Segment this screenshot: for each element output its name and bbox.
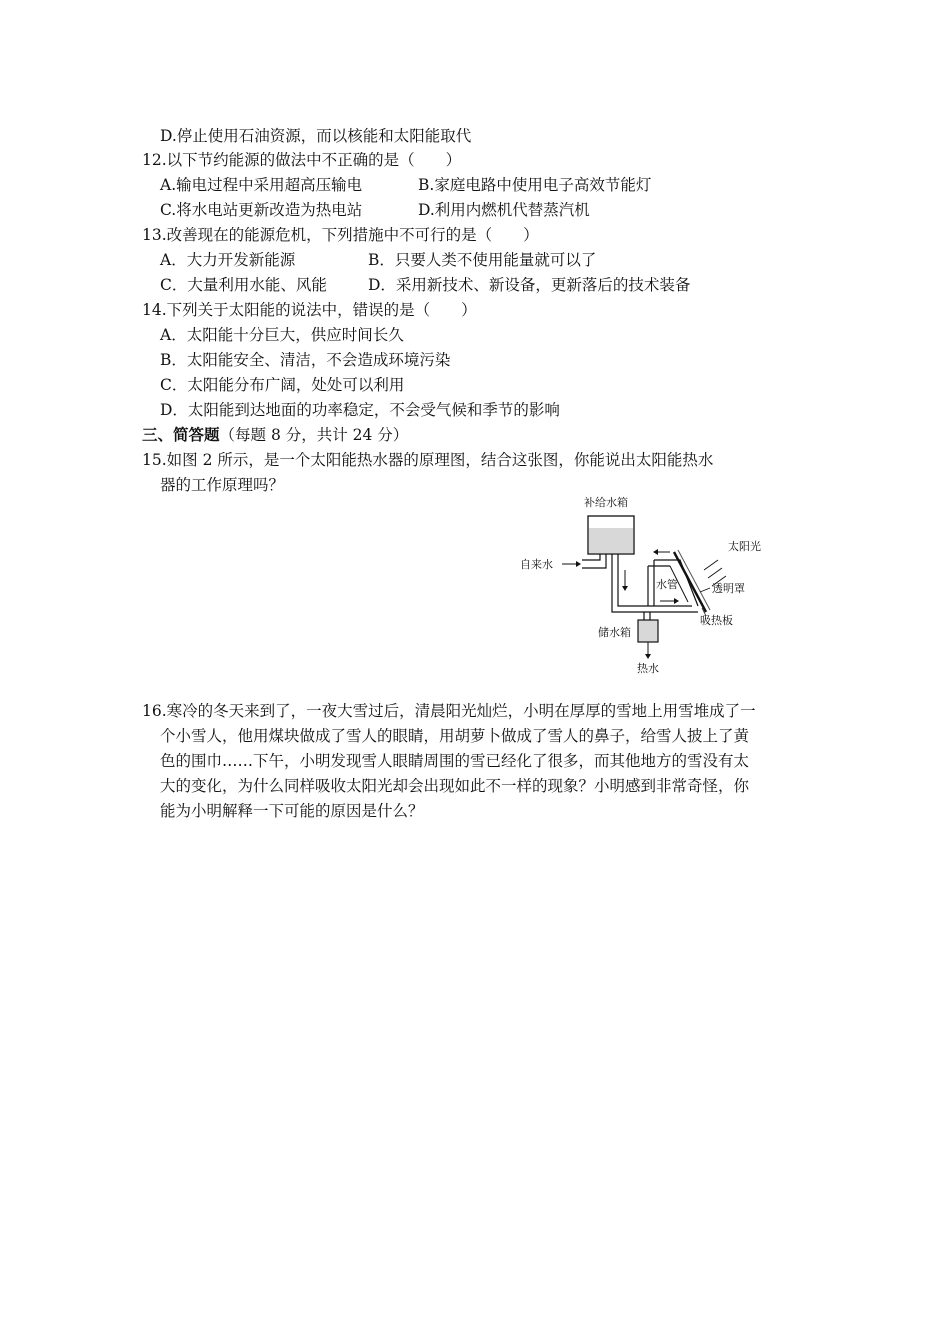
- solar-water-heater-diagram: [520, 490, 790, 675]
- storage-feed-pipe: [644, 612, 650, 620]
- flow-arrowhead-bottom: [674, 598, 679, 604]
- q14-option-d: D．太阳能到达地面的功率稳定，不会受气候和季节的影响: [160, 401, 560, 419]
- transparent-cover: [674, 552, 706, 612]
- q16-line-2: 个小雪人，他用煤块做成了雪人的眼睛，用胡萝卜做成了雪人的鼻子，给雪人披上了黄: [160, 727, 750, 745]
- q14-option-c: C．太阳能分布广阔，处处可以利用: [160, 376, 405, 394]
- label-water-pipe: 水管: [656, 578, 678, 591]
- sun-ray-2: [708, 568, 722, 578]
- q15-line-2: 器的工作原理吗？: [160, 476, 285, 494]
- sun-ray-1: [704, 560, 718, 570]
- tap-water-arrowhead: [576, 561, 581, 567]
- q12-option-d: D.利用内燃机代替蒸汽机: [418, 201, 590, 219]
- flow-arrowhead-top: [653, 549, 658, 555]
- label-hot-water: 热水: [637, 662, 659, 675]
- q13-option-a: A．大力开发新能源: [160, 251, 296, 269]
- hot-water-arrowhead: [645, 654, 651, 659]
- q14-option-a: A．太阳能十分巨大，供应时间长久: [160, 326, 404, 344]
- label-absorber-plate: 吸热板: [700, 614, 733, 627]
- absorber-plate: [678, 550, 710, 610]
- label-transparent-cover: 透明罩: [712, 582, 745, 595]
- section-3-heading: [142, 423, 408, 447]
- q13-option-c: C．大量利用水能、风能: [160, 276, 327, 294]
- q15-line-1: 15.如图 2 所示，是一个太阳能热水器的原理图，结合这张图，你能说出太阳能热水: [142, 451, 714, 469]
- label-sunlight: 太阳光: [728, 540, 761, 553]
- q12-option-b: B.家庭电路中使用电子高效节能灯: [418, 176, 652, 194]
- flow-arrowhead-down: [622, 586, 628, 591]
- label-supply-tank: 补给水箱: [584, 496, 628, 509]
- q16-line-1: 16.寒冷的冬天来到了，一夜大雪过后，清晨阳光灿烂，小明在厚厚的雪地上用雪堆成了一: [142, 702, 756, 720]
- q16-line-5: 能为小明解释一下可能的原因是什么？: [160, 802, 424, 820]
- q12-stem: 12.以下节约能源的做法中不正确的是（ ）: [142, 151, 462, 169]
- inlet-pipe: [582, 554, 606, 568]
- q14-option-b: B．太阳能安全、清洁，不会造成环境污染: [160, 351, 451, 369]
- q12-option-a: A.输电过程中采用超高压输电: [160, 176, 363, 194]
- section-3-note: （每题 8 分，共计 24 分）: [219, 426, 409, 444]
- label-tap-water: 自来水: [520, 558, 553, 571]
- q11-option-d: D.停止使用石油资源，而以核能和太阳能取代: [160, 127, 472, 145]
- q13-stem: 13.改善现在的能源危机，下列措施中不可行的是（ ）: [142, 226, 539, 244]
- q12-option-c: C.将水电站更新改造为热电站: [160, 201, 363, 219]
- q13-option-d: D．采用新技术、新设备，更新落后的技术装备: [368, 276, 691, 294]
- leader-transparent-cover: [700, 588, 710, 592]
- storage-tank: [638, 620, 658, 642]
- supply-tank-water: [589, 528, 633, 553]
- q13-option-b: B．只要人类不使用能量就可以了: [368, 251, 597, 269]
- label-storage-tank: 储水箱: [598, 626, 631, 639]
- q16-line-3: 色的围巾……下午，小明发现雪人眼睛周围的雪已经化了很多，而其他地方的雪没有太: [160, 752, 750, 770]
- q16-line-4: 大的变化，为什么同样吸收太阳光却会出现如此不一样的现象？小明感到非常奇怪，你: [160, 777, 750, 795]
- section-3-title: 三、简答题: [142, 425, 220, 444]
- q14-stem: 14.下列关于太阳能的说法中，错误的是（ ）: [142, 301, 477, 319]
